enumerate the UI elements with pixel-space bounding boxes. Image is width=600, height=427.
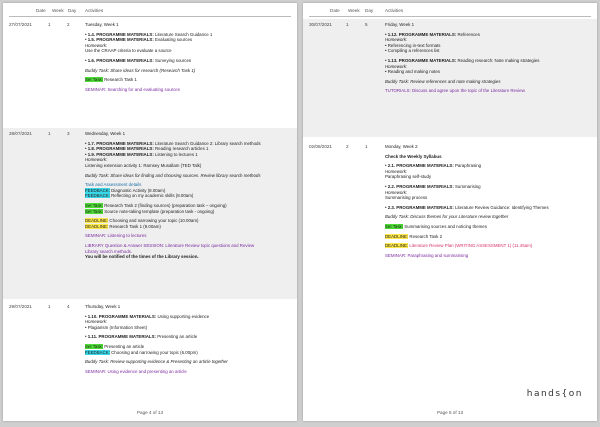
row-activities — [85, 304, 289, 374]
handson-logo — [527, 389, 583, 399]
col-date: Date — [36, 8, 46, 13]
activity-text: Research Task 2 (finding sources) (preparation task – ongoing) — [102, 202, 227, 208]
activity-text: Literature Review Guidance: Identifying Themes — [453, 204, 549, 210]
header-divider — [309, 16, 591, 17]
activity-line: Friday, Week 1 — [385, 22, 415, 27]
row-date: 28/07/2021 — [9, 131, 32, 136]
logo-text: hands{on — [526, 389, 583, 399]
activity-text: Paraphrasing — [453, 163, 482, 169]
activity-text: References — [456, 31, 480, 37]
activity-line: Listening extension activity 1: Ramsey Musallam (TED Talk) — [85, 162, 202, 168]
row-activities — [85, 22, 289, 92]
activity-line: • Compiling a references list — [385, 48, 440, 54]
programme-label: • 1.5. PROGRAMME MATERIALS: — [85, 37, 154, 43]
row-week: 2 — [346, 144, 349, 149]
programme-label: • 2.1. PROGRAMME MATERIALS: — [385, 163, 454, 169]
activity-text: Reflecting on my academic skills (8.00am) — [109, 193, 194, 199]
activity-line: Homework: — [385, 63, 408, 69]
table-row — [3, 128, 297, 299]
header-divider — [9, 16, 291, 17]
row-week: 1 — [48, 304, 51, 309]
programme-label: • 1.11. PROGRAMME MATERIALS: — [85, 334, 156, 340]
highlight-tag: Set Task: — [85, 77, 103, 83]
highlight-tag: FEEDBACK: — [85, 349, 110, 355]
programme-label: • 1.13. PROGRAMME MATERIALS: — [385, 57, 457, 63]
activity-line: Homework: — [85, 319, 108, 325]
activity-line: • Reading and making notes — [385, 69, 440, 75]
activity-text: Summarising — [453, 183, 481, 189]
activity-text: Research Task 1 — [102, 77, 137, 83]
activity-line: SEMINAR: Listening to lectures — [85, 233, 147, 239]
col-day: Day — [365, 8, 374, 13]
activity-text: Using supporting evidence — [156, 313, 210, 319]
activity-line: Homework: — [85, 157, 108, 163]
highlight-tag: Set Task: — [85, 202, 103, 208]
row-day: 2 — [67, 22, 70, 27]
activity-text: Research Task 1 (9.00am) — [108, 223, 161, 229]
col-date: Date — [330, 8, 340, 13]
row-activities — [385, 22, 589, 94]
programme-label: • 2.3. PROGRAMME MATERIALS: — [385, 204, 454, 210]
row-week: 1 — [48, 131, 51, 136]
highlight-tag: Set Task: — [85, 208, 103, 214]
activity-text: Surveying sources — [153, 57, 192, 63]
row-day: 4 — [67, 304, 70, 309]
activity-line: Homework: — [85, 42, 108, 48]
highlight-tag: DEADLINE: — [385, 233, 409, 239]
activity-line: • Plagiarism (Information Sheet) — [85, 324, 148, 330]
row-week: 1 — [346, 22, 349, 27]
activity-line: SEMINAR: Paraphrasing and summarising — [385, 252, 469, 258]
row-activities — [385, 144, 589, 258]
activity-text: Source note-taking template (preparation task - ongoing) — [102, 208, 215, 214]
activity-line: Wednesday, Week 1 — [85, 131, 126, 136]
table-row — [303, 141, 597, 323]
activity-line: Library search methods. — [85, 248, 133, 254]
programme-label: • 1.10. PROGRAMME MATERIALS: — [85, 313, 157, 319]
programme-label: • 1.12. PROGRAMME MATERIALS: — [385, 31, 457, 37]
activity-line: Buddy Task: Share ideas for research (Research Task 1) — [85, 67, 196, 73]
activity-line: Use the CRAAP criteria to evaluate a source — [85, 48, 172, 54]
col-week: Week — [52, 8, 64, 13]
activity-text: Evaluating sources — [153, 37, 193, 43]
activity-text: Reading research articles 1 — [153, 146, 209, 152]
activity-line: SEMINAR: Searching for and evaluating sources — [85, 86, 180, 92]
row-day: 5 — [365, 22, 368, 27]
activity-line: Thursday, Week 1 — [85, 304, 121, 309]
activity-text: Presenting an article — [102, 343, 145, 349]
highlight-tag: DEADLINE: — [85, 218, 109, 224]
row-day: 1 — [365, 144, 368, 149]
row-date: 30/07/2021 — [309, 22, 332, 27]
left-document-page — [3, 3, 297, 421]
col-activities: Activities — [85, 8, 104, 13]
activity-line: You will be notified of the times of the Library session. — [85, 254, 199, 260]
activity-text: Diagnostic Activity (8.00am) — [109, 187, 166, 193]
row-day: 3 — [67, 131, 70, 136]
table-row — [303, 19, 597, 137]
row-activities — [85, 131, 289, 260]
highlight-tag: Set Task: — [385, 223, 403, 229]
activity-line: Buddy Task: Review references and note making strategies — [385, 78, 501, 84]
activity-line: Tuesday, Week 1 — [85, 22, 119, 27]
activity-text: Listening to lectures 1 — [153, 151, 198, 157]
activity-text: Literature Review Plan (WRITING ASSESSMENT 1) (11.45am) — [408, 243, 533, 249]
col-activities: Activities — [385, 8, 404, 13]
activity-line: Buddy Task: Review supporting evidence & Presenting an article together — [85, 359, 228, 365]
activity-text: Choosing and narrowing your topic (6.00pm) — [109, 349, 198, 355]
programme-label: • 1.4. PROGRAMME MATERIALS: — [85, 31, 154, 37]
highlight-tag: Set Task: — [85, 343, 103, 349]
activity-line: Buddy Task: Share ideas for finding and choosing sources. Review library search methods — [85, 172, 261, 178]
activity-line: Paraphrasing self-study — [385, 174, 432, 180]
activity-text: Summarising sources and noticing themes — [402, 223, 487, 229]
col-week: Week — [348, 8, 360, 13]
programme-label: • 2.2. PROGRAMME MATERIALS: — [385, 183, 454, 189]
activity-line: • Referencing in-text formats — [385, 42, 441, 48]
programme-label: • 1.6. PROGRAMME MATERIALS: — [85, 57, 154, 63]
activity-line: Homework: — [385, 37, 408, 43]
row-date: 02/08/2021 — [309, 144, 332, 149]
activity-line: Homework: — [385, 168, 408, 174]
activity-line: Task and Assessment details — [85, 182, 142, 188]
activity-text: Literature Search Guidance 2: Library search methods — [153, 140, 261, 146]
page-number: Page 4 of 13 — [136, 410, 164, 415]
programme-label: • 1.8. PROGRAMME MATERIALS: — [85, 146, 154, 152]
activity-line: LIBRARY Question & Answer SESSION: Literature Review topic questions and Review — [85, 242, 255, 248]
highlight-tag: DEADLINE: — [385, 243, 409, 249]
activity-line: SEMINAR: Using evidence and presenting an article — [85, 368, 187, 374]
row-week: 1 — [48, 22, 51, 27]
highlight-tag: DEADLINE: — [85, 223, 109, 229]
activity-text: Presenting an article — [155, 334, 198, 340]
highlight-tag: FEEDBACK: — [85, 193, 110, 199]
table-row — [3, 19, 297, 126]
activity-line: TUTORIALS: Discuss and agree upon the topic of the Literature Review. — [385, 88, 526, 94]
row-date: 29/07/2021 — [9, 304, 32, 309]
table-row — [3, 301, 297, 403]
activity-text: Reading research: Note making strategies — [456, 57, 540, 63]
activity-line: Homework: — [385, 189, 408, 195]
activity-line: Summarising process — [385, 195, 428, 201]
activity-text: Literature Search Guidance 1 — [153, 31, 213, 37]
col-day: Day — [68, 8, 77, 13]
activity-text: Research Task 2 — [408, 233, 443, 239]
programme-label: • 1.9. PROGRAMME MATERIALS: — [85, 151, 154, 157]
row-date: 27/07/2021 — [9, 22, 32, 27]
programme-label: • 1.7. PROGRAMME MATERIALS: — [85, 140, 154, 146]
right-document-page — [303, 3, 597, 421]
activity-text: Choosing and narrowing your topic (10.00am) — [108, 218, 199, 224]
activity-line: Monday, Week 2 — [385, 144, 418, 149]
activity-line: Buddy Task: Discuss themes for your Literature review together — [385, 214, 509, 220]
activity-line: Check the Weekly Syllabus — [385, 153, 442, 159]
highlight-tag: FEEDBACK: — [85, 187, 110, 193]
page-number: Page 5 of 13 — [436, 410, 464, 415]
